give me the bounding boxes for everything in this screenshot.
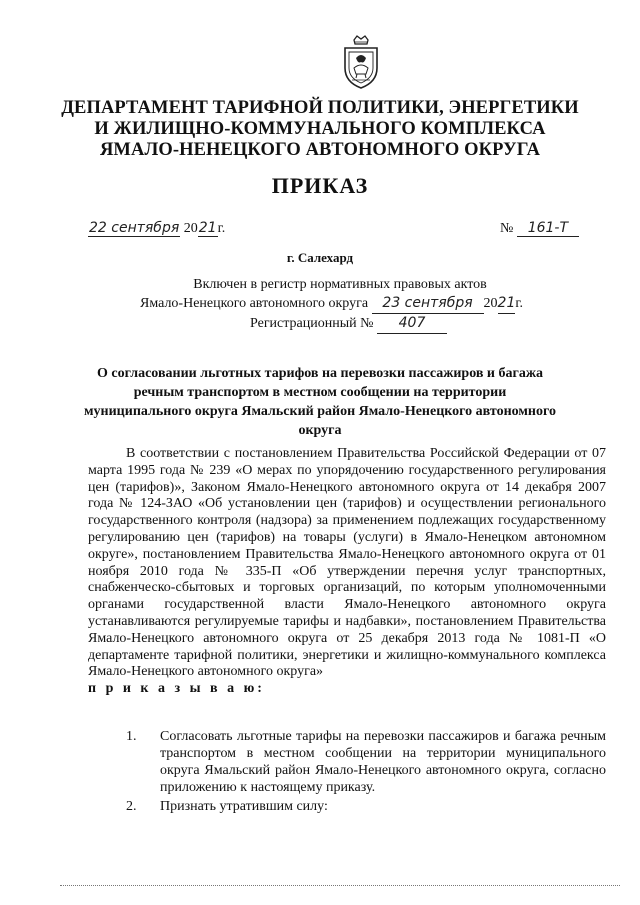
registration-line-1: Включен в регистр нормативных правовых актов <box>193 277 487 292</box>
order-item <box>88 798 606 815</box>
preamble-text: В соответствии с постановлением Правительства Российской Федерации от 07 марта 1995 года № 239 «О мерах по упорядочению государственного регулирования цен (тарифов)», Законом Ямало-Ненецкого автономного округа от 14 декабря 2007 года № 124-ЗАО «Об установлении цен (тарифов) и осуществлении регионального государственного контроля (надзора) за применением подлежащих государственному регулированию цен (тарифов) на товары (услуги) в Ямало-Ненецком автономном округе», постановлением Правительства Ямало-Ненецкого автономного округа от 01 ноября 2010 года № 335-П «Об утверждении перечня услуг транспортных, снабженческо-сбытовых и торговых организаций, по которым уполномоченными органами государственной власти Ямало-Ненецкого автономного округа устанавливаются регулируемые тарифы и надбавки», постановлением Правительства Ямало-Ненецкого автономного округа от 25 декабря 2013 года № 1081-П «О департаменте тарифной политики, энергетики и жилищно-коммунального комплекса Ямало-Ненецкого автономного округа» <box>88 446 606 680</box>
order-year-mark: г. <box>217 221 226 236</box>
order-date-handwritten: 22 сентября <box>89 220 180 236</box>
registration-block <box>120 275 560 334</box>
item-number: 2. <box>126 799 137 814</box>
order-number-handwritten: 161-Т <box>517 220 579 237</box>
registration-date-handwritten: 23 сентября <box>372 294 484 314</box>
registration-year-mark: г. <box>515 296 524 311</box>
department-line: И ЖИЛИЩНО-КОММУНАЛЬНОГО КОМПЛЕКСА <box>94 119 546 139</box>
city: г. Салехард <box>286 250 354 265</box>
item-text: Согласовать льготные тарифы на перевозки пассажиров и багажа речным транспортом в местном сообщении на территории муниципального округа Ямальский район Ямало-Ненецкого автономного округа, согласно приложению к настоящему приказу. <box>160 729 606 795</box>
command-word: п р и к а з ы в а ю: <box>88 681 265 697</box>
order-year-suffix: 21 <box>198 220 217 236</box>
registration-line-2 <box>120 294 560 314</box>
department-name <box>60 98 580 161</box>
item-text: Признать утратившим силу: <box>160 799 328 814</box>
order-item <box>88 728 606 796</box>
order-subject: О согласовании льготных тарифов на перевозки пассажиров и багажа речным транспортом в местном сообщении на территории муниципального округа Ямальский район Ямало-Ненецкого автономного округа <box>84 366 556 438</box>
order-number-label: № <box>500 221 514 236</box>
registration-year-suffix: 21 <box>498 294 516 314</box>
page-bottom-divider <box>60 885 620 886</box>
department-line: ЯМАЛО-НЕНЕЦКОГО АВТОНОМНОГО ОКРУГА <box>99 140 541 160</box>
order-year-prefix: 20 <box>183 221 198 236</box>
item-number: 1. <box>126 729 137 744</box>
order-number <box>500 220 579 237</box>
registration-prefix: Ямало-Ненецкого автономного округа <box>140 296 369 311</box>
order-items <box>88 728 606 815</box>
coat-of-arms-icon <box>340 34 382 90</box>
order-date <box>88 220 225 237</box>
registration-year-prefix: 20 <box>483 296 498 311</box>
document-type: ПРИКАЗ <box>271 173 369 198</box>
registration-line-3 <box>120 314 560 334</box>
department-line: ДЕПАРТАМЕНТ ТАРИФНОЙ ПОЛИТИКИ, ЭНЕРГЕТИКИ <box>61 98 579 118</box>
registration-number-label: Регистрационный № <box>250 316 374 331</box>
preamble <box>88 446 606 698</box>
registration-number-handwritten: 407 <box>377 314 447 334</box>
